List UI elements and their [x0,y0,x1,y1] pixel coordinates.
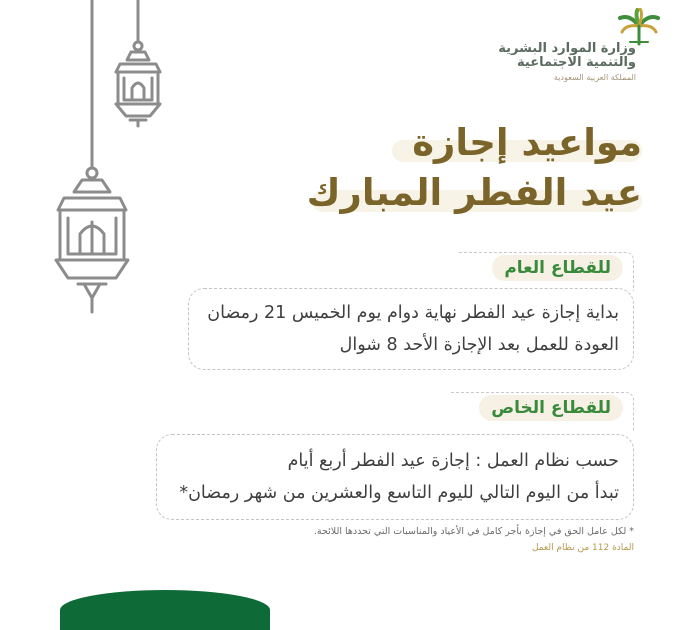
title-line-2: عيد الفطر المبارك [306,171,642,214]
public-sector-header [459,252,634,291]
logo-line-1: وزارة الموارد البشرية [498,41,636,56]
large-lantern-icon [56,0,128,312]
small-lantern-icon [116,0,160,126]
lanterns-decoration [0,0,200,330]
title-line-1: مواعيد إجازة [412,121,642,164]
private-sector-card [156,434,634,520]
page-title [306,118,642,218]
bottom-green-shape [60,590,270,630]
footnote [314,526,634,553]
ministry-logo [498,8,662,88]
private-sector-line-2: تبدأ من اليوم التالي لليوم التاسع والعشرين من شهر رمضان* [179,483,619,503]
private-sector-line-1: حسب نظام العمل : إجازة عيد الفطر أربع أيام [287,451,619,471]
public-sector-label: للقطاع العام [492,255,623,281]
private-sector-header [451,392,634,431]
private-sector-label: للقطاع الخاص [479,395,623,421]
logo-line-2: والتنمية الاجتماعية [517,55,636,71]
footnote-reference: المادة 112 من نظام العمل [531,543,634,553]
logo-line-3: المملكة العربية السعودية [553,72,636,82]
public-sector-card [188,288,634,370]
footnote-text: * لكل عامل الحق في إجازة بأجر كامل في الأعياد والمناسبات التي تحددها اللائحة. [313,526,634,537]
public-sector-line-1: بداية إجازة عيد الفطر نهاية دوام يوم الخميس 21 رمضان [207,303,619,323]
public-sector-line-2: العودة للعمل بعد الإجازة الأحد 8 شوال [339,335,619,355]
